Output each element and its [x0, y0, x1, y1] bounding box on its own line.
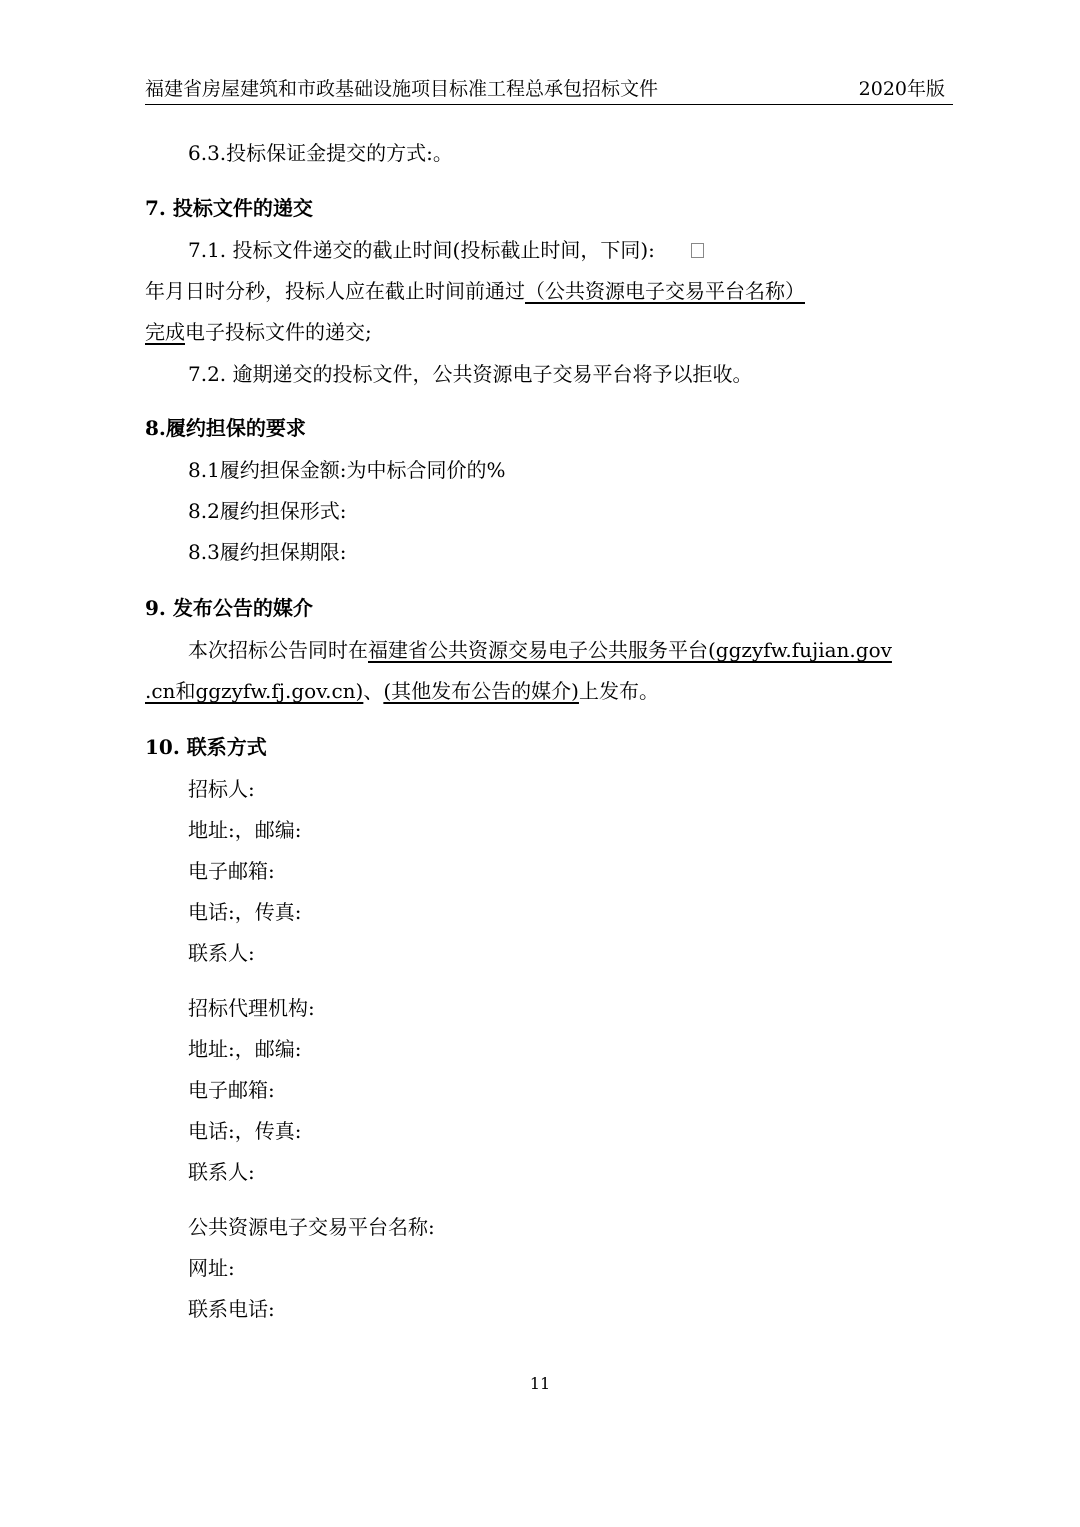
checkbox-icon [691, 243, 704, 258]
clause-7-1-end [145, 318, 372, 346]
page-number: 11 [529, 1374, 551, 1393]
clause-7-1-continued [145, 277, 805, 305]
clause-7-1 [188, 236, 704, 264]
clause-8-3: 8.3履约担保期限: [188, 540, 347, 564]
clause-6-3: 6.3.投标保证金提交的方式:。 [188, 141, 453, 165]
tenderer-email: 电子邮箱: [188, 859, 275, 883]
section-10-heading: 10. 联系方式 [145, 735, 267, 759]
clause-7-1-deadline-text: 年月日时分秒，投标人应在截止时间前通过 [145, 279, 525, 303]
header-title: 福建省房屋建筑和市政基础设施项目标准工程总承包招标文件 [145, 78, 659, 100]
media-platform-1: 福建省公共资源交易电子公共服务平台(ggzyfw.fujian.gov [368, 638, 892, 662]
section-8-heading: 8.履约担保的要求 [145, 416, 306, 440]
clause-7-2: 7.2. 逾期递交的投标文件，公共资源电子交易平台将予以拒收。 [188, 362, 753, 386]
clause-7-1-text: 7.1. 投标文件递交的截止时间(投标截止时间，下同): [188, 238, 655, 262]
media-intro: 本次招标公告同时在 [188, 638, 368, 662]
media-other: (其他发布公告的媒介) [383, 679, 579, 703]
section-9-heading: 9. 发布公告的媒介 [145, 596, 313, 620]
tenderer-contact: 联系人: [188, 941, 255, 965]
platform-name-placeholder: （公共资源电子交易平台名称） [525, 279, 805, 303]
tenderer-address: 地址:，邮编: [188, 818, 302, 842]
platform-phone: 联系电话: [188, 1297, 275, 1321]
page-header [145, 76, 953, 105]
platform-url: 网址: [188, 1256, 235, 1280]
clause-7-1-end-text: 电子投标文件的递交; [185, 320, 372, 344]
platform-name: 公共资源电子交易平台名称: [188, 1215, 435, 1239]
tenderer-name: 招标人: [188, 777, 255, 801]
tenderer-phone: 电话:，传真: [188, 900, 302, 924]
header-version: 2020年版 [858, 78, 945, 100]
agency-phone: 电话:，传真: [188, 1119, 302, 1143]
media-line-2 [145, 677, 659, 705]
clause-8-1: 8.1履约担保金额:为中标合同价的% [188, 458, 506, 482]
agency-email: 电子邮箱: [188, 1078, 275, 1102]
section-7-heading: 7. 投标文件的递交 [145, 196, 313, 220]
agency-contact: 联系人: [188, 1160, 255, 1184]
clause-7-1-underlined: 完成 [145, 320, 185, 344]
media-line-1 [188, 636, 892, 664]
media-separator: 、 [363, 679, 384, 703]
agency-address: 地址:，邮编: [188, 1037, 302, 1061]
media-platform-urls: .cn和ggzyfw.fj.gov.cn) [145, 679, 364, 703]
media-end: 上发布。 [578, 679, 659, 703]
clause-8-2: 8.2履约担保形式: [188, 499, 347, 523]
agency-name: 招标代理机构: [188, 996, 315, 1020]
